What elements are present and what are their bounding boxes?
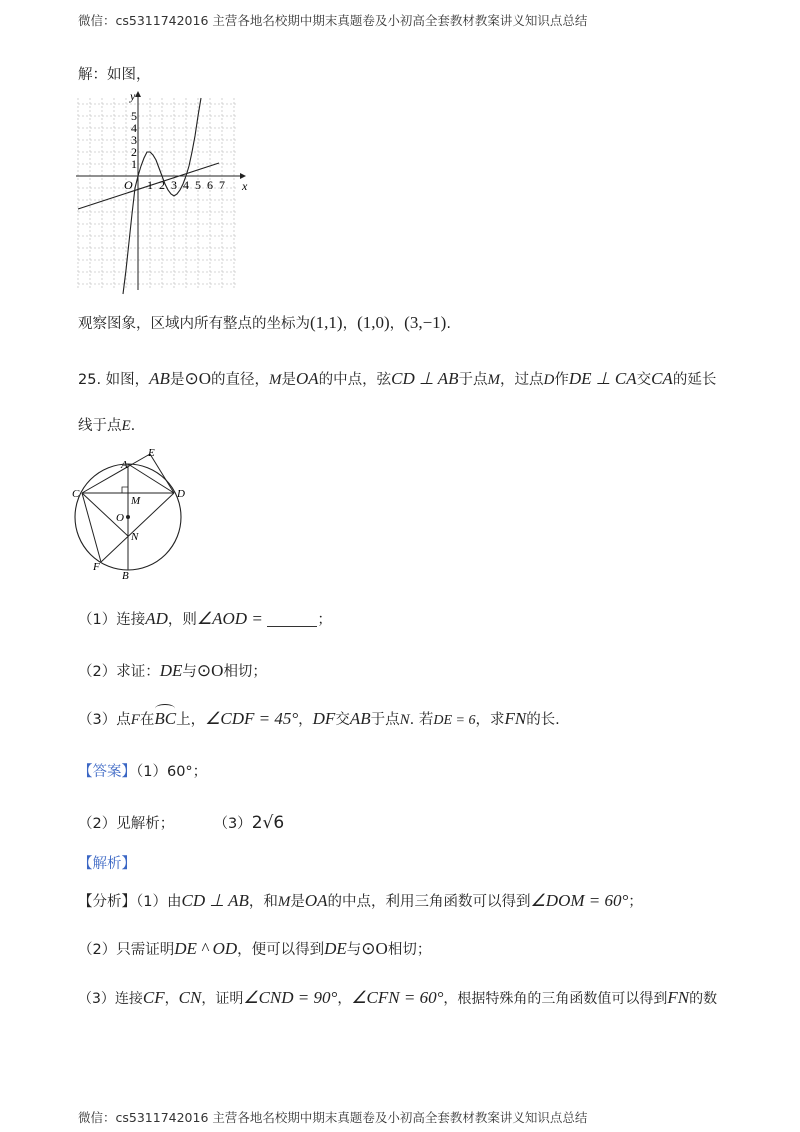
math-E: E: [121, 418, 131, 434]
answer-tag: 【答案】: [78, 764, 136, 780]
line-CE: [82, 454, 150, 493]
answer-line-2: [78, 812, 284, 833]
answer-part-2: （2）见解析；: [78, 816, 175, 832]
label-E: E: [148, 447, 155, 459]
label-F: F: [93, 561, 100, 573]
label-B: B: [122, 570, 129, 582]
origin-label: O: [124, 178, 133, 192]
y-axis-arrow-icon: [135, 91, 141, 97]
text: （1）由: [136, 894, 182, 910]
math-F: F: [130, 712, 140, 728]
circle-figure: [66, 446, 200, 582]
math-angle-AOD: ∠AOD =: [196, 609, 263, 628]
math-CA: CA: [651, 369, 673, 388]
math-DE-eq-6: DE = 6: [433, 713, 476, 728]
math-CD-perp-AB: CD ⊥ AB: [181, 891, 249, 910]
answer-part-1: （1）60°；: [136, 764, 208, 780]
math-CD-perp-AB: CD ⊥ AB: [391, 369, 459, 388]
integer-point: (3,−1): [404, 313, 447, 332]
page-header: 微信：cs5311742016 主营各地名校期中期末真题卷及小初高全套教材教案讲义知识点总结: [78, 13, 588, 28]
question-25-line1: [78, 368, 716, 389]
text: 作: [554, 372, 569, 388]
answer-line: [78, 760, 207, 781]
integer-point: (1,1): [310, 313, 343, 332]
x-tick-label: 2: [159, 178, 165, 192]
x-axis-label: x: [242, 179, 248, 193]
text: 与: [182, 664, 197, 680]
text: （2）只需证明: [78, 942, 175, 958]
text: 上，: [176, 712, 206, 728]
math-DF: DF: [312, 709, 336, 728]
text: 是: [290, 894, 305, 910]
text: （2）求证：: [78, 664, 160, 680]
text: ，求: [475, 712, 505, 728]
text: 的中点，弦: [318, 372, 392, 388]
math-FN: FN: [667, 988, 690, 1007]
label-D: D: [177, 488, 185, 500]
math-DE-perp-CA: DE ⊥ CA: [568, 369, 637, 388]
math-angle-CFN: ∠CFN = 60°: [351, 988, 444, 1007]
period: .: [446, 316, 451, 332]
math-angle-CND: ∠CND = 90°: [243, 988, 338, 1007]
math-M: M: [487, 372, 501, 388]
text: （3）连接: [78, 991, 143, 1007]
separator: ，: [342, 316, 358, 332]
question-25-line2: [78, 414, 135, 435]
solution-intro: 解：如图，: [78, 67, 151, 83]
label-M: M: [131, 495, 141, 507]
function-graph: [76, 90, 251, 295]
separator: ，: [389, 316, 405, 332]
line-CF: [82, 493, 101, 562]
text: 相切；: [223, 664, 267, 680]
text: 交: [335, 712, 350, 728]
text: ，和: [248, 894, 278, 910]
label-C: C: [72, 488, 80, 500]
part-3: [78, 708, 560, 729]
math-FN: FN: [504, 709, 527, 728]
y-tick-label: 2: [131, 145, 137, 159]
label-O: O: [116, 512, 124, 524]
math-angle-CDF: ∠CDF = 45°: [205, 709, 299, 728]
text: 交: [636, 372, 652, 388]
y-tick-label: 5: [131, 109, 137, 123]
label-N: N: [131, 531, 139, 543]
text: ，: [337, 991, 352, 1007]
text: 在: [139, 712, 155, 728]
text: 的长.: [526, 712, 560, 728]
x-tick-label: 4: [183, 178, 189, 192]
math-DE: DE: [159, 661, 183, 680]
math-DE: DE: [324, 939, 347, 958]
text: 与: [346, 942, 362, 958]
text: 是: [281, 372, 296, 388]
math-AB: AB: [149, 369, 170, 388]
text: ；: [317, 612, 332, 628]
center-dot: [126, 515, 130, 519]
x-tick-label: 5: [195, 178, 201, 192]
math-DE-perp-OD: DE ^ OD: [174, 939, 238, 958]
label-A: A: [121, 459, 128, 471]
part-2: [78, 660, 267, 681]
text: ，: [298, 712, 313, 728]
math-angle-DOM: ∠DOM = 60°: [530, 891, 629, 910]
text: 线于点: [78, 418, 122, 434]
y-tick-label: 1: [131, 157, 137, 171]
text: .: [130, 418, 136, 434]
page-footer: 微信：cs5311742016 主营各地名校期中期末真题卷及小初高全套教材教案讲义知识点总结: [78, 1110, 588, 1125]
text: . 若: [409, 712, 434, 728]
text: ，根据特殊角的三角函数值可以得到: [443, 991, 668, 1007]
observation-text: 观察图象，区域内所有整点的坐标为: [78, 316, 310, 332]
text: ，则: [167, 612, 197, 628]
x-tick-label: 3: [171, 178, 177, 192]
y-tick-label: 3: [131, 133, 137, 147]
math-circle-O: ⊙O: [196, 661, 224, 680]
math-AD: AD: [145, 609, 168, 628]
part-1: [78, 608, 332, 629]
text: 的中点，利用三角函数可以得到: [327, 894, 531, 910]
math-arc-BC: BC: [154, 709, 177, 728]
text: 于点: [370, 712, 400, 728]
text: 是: [169, 372, 185, 388]
text: （1）连接: [78, 612, 146, 628]
analysis-heading: 【解析】: [78, 856, 136, 872]
math-M: M: [277, 894, 291, 910]
answer-part-3-label: （3）: [213, 816, 252, 832]
math-M: M: [268, 372, 282, 388]
analysis-1: [78, 890, 643, 911]
answer-part-3-value: 2√6: [251, 813, 285, 833]
question-number: 25. 如图，: [78, 372, 150, 388]
x-tick-label: 6: [207, 178, 213, 192]
text: ，过点: [500, 372, 544, 388]
text: ；: [628, 894, 643, 910]
math-circle-O: ⊙O: [184, 369, 211, 388]
text: （3）点: [78, 712, 131, 728]
math-OA: OA: [304, 891, 328, 910]
graph-grid: [78, 98, 238, 288]
math-CF: CF: [142, 988, 165, 1007]
text: 相切；: [387, 942, 432, 958]
math-AB: AB: [349, 709, 371, 728]
y-axis-label: y: [130, 90, 136, 103]
text: 的直径，: [210, 372, 269, 388]
text: 的延长: [672, 372, 717, 388]
math-OA: OA: [295, 369, 319, 388]
math-N: N: [399, 712, 410, 728]
line-AD: [128, 464, 174, 493]
analysis-3: [78, 988, 717, 1008]
text: 的数: [689, 991, 718, 1007]
right-angle-mark: [122, 487, 128, 493]
math-CN: CN: [178, 988, 202, 1007]
observation-line: [78, 312, 451, 333]
math-circle-O: ⊙O: [361, 939, 388, 958]
x-tick-label: 1: [147, 178, 153, 192]
text: ，证明: [201, 991, 244, 1007]
text: ，便可以得到: [237, 942, 325, 958]
math-D: D: [543, 372, 555, 388]
y-tick-label: 4: [131, 121, 137, 135]
text: 【分析】: [78, 894, 136, 910]
text: ，: [164, 991, 179, 1007]
x-tick-label: 7: [219, 178, 225, 192]
integer-point: (1,0): [357, 313, 390, 332]
line-DE: [150, 454, 174, 493]
analysis-2: [78, 938, 431, 959]
answer-blank: [267, 614, 317, 627]
text: 于点: [458, 372, 488, 388]
